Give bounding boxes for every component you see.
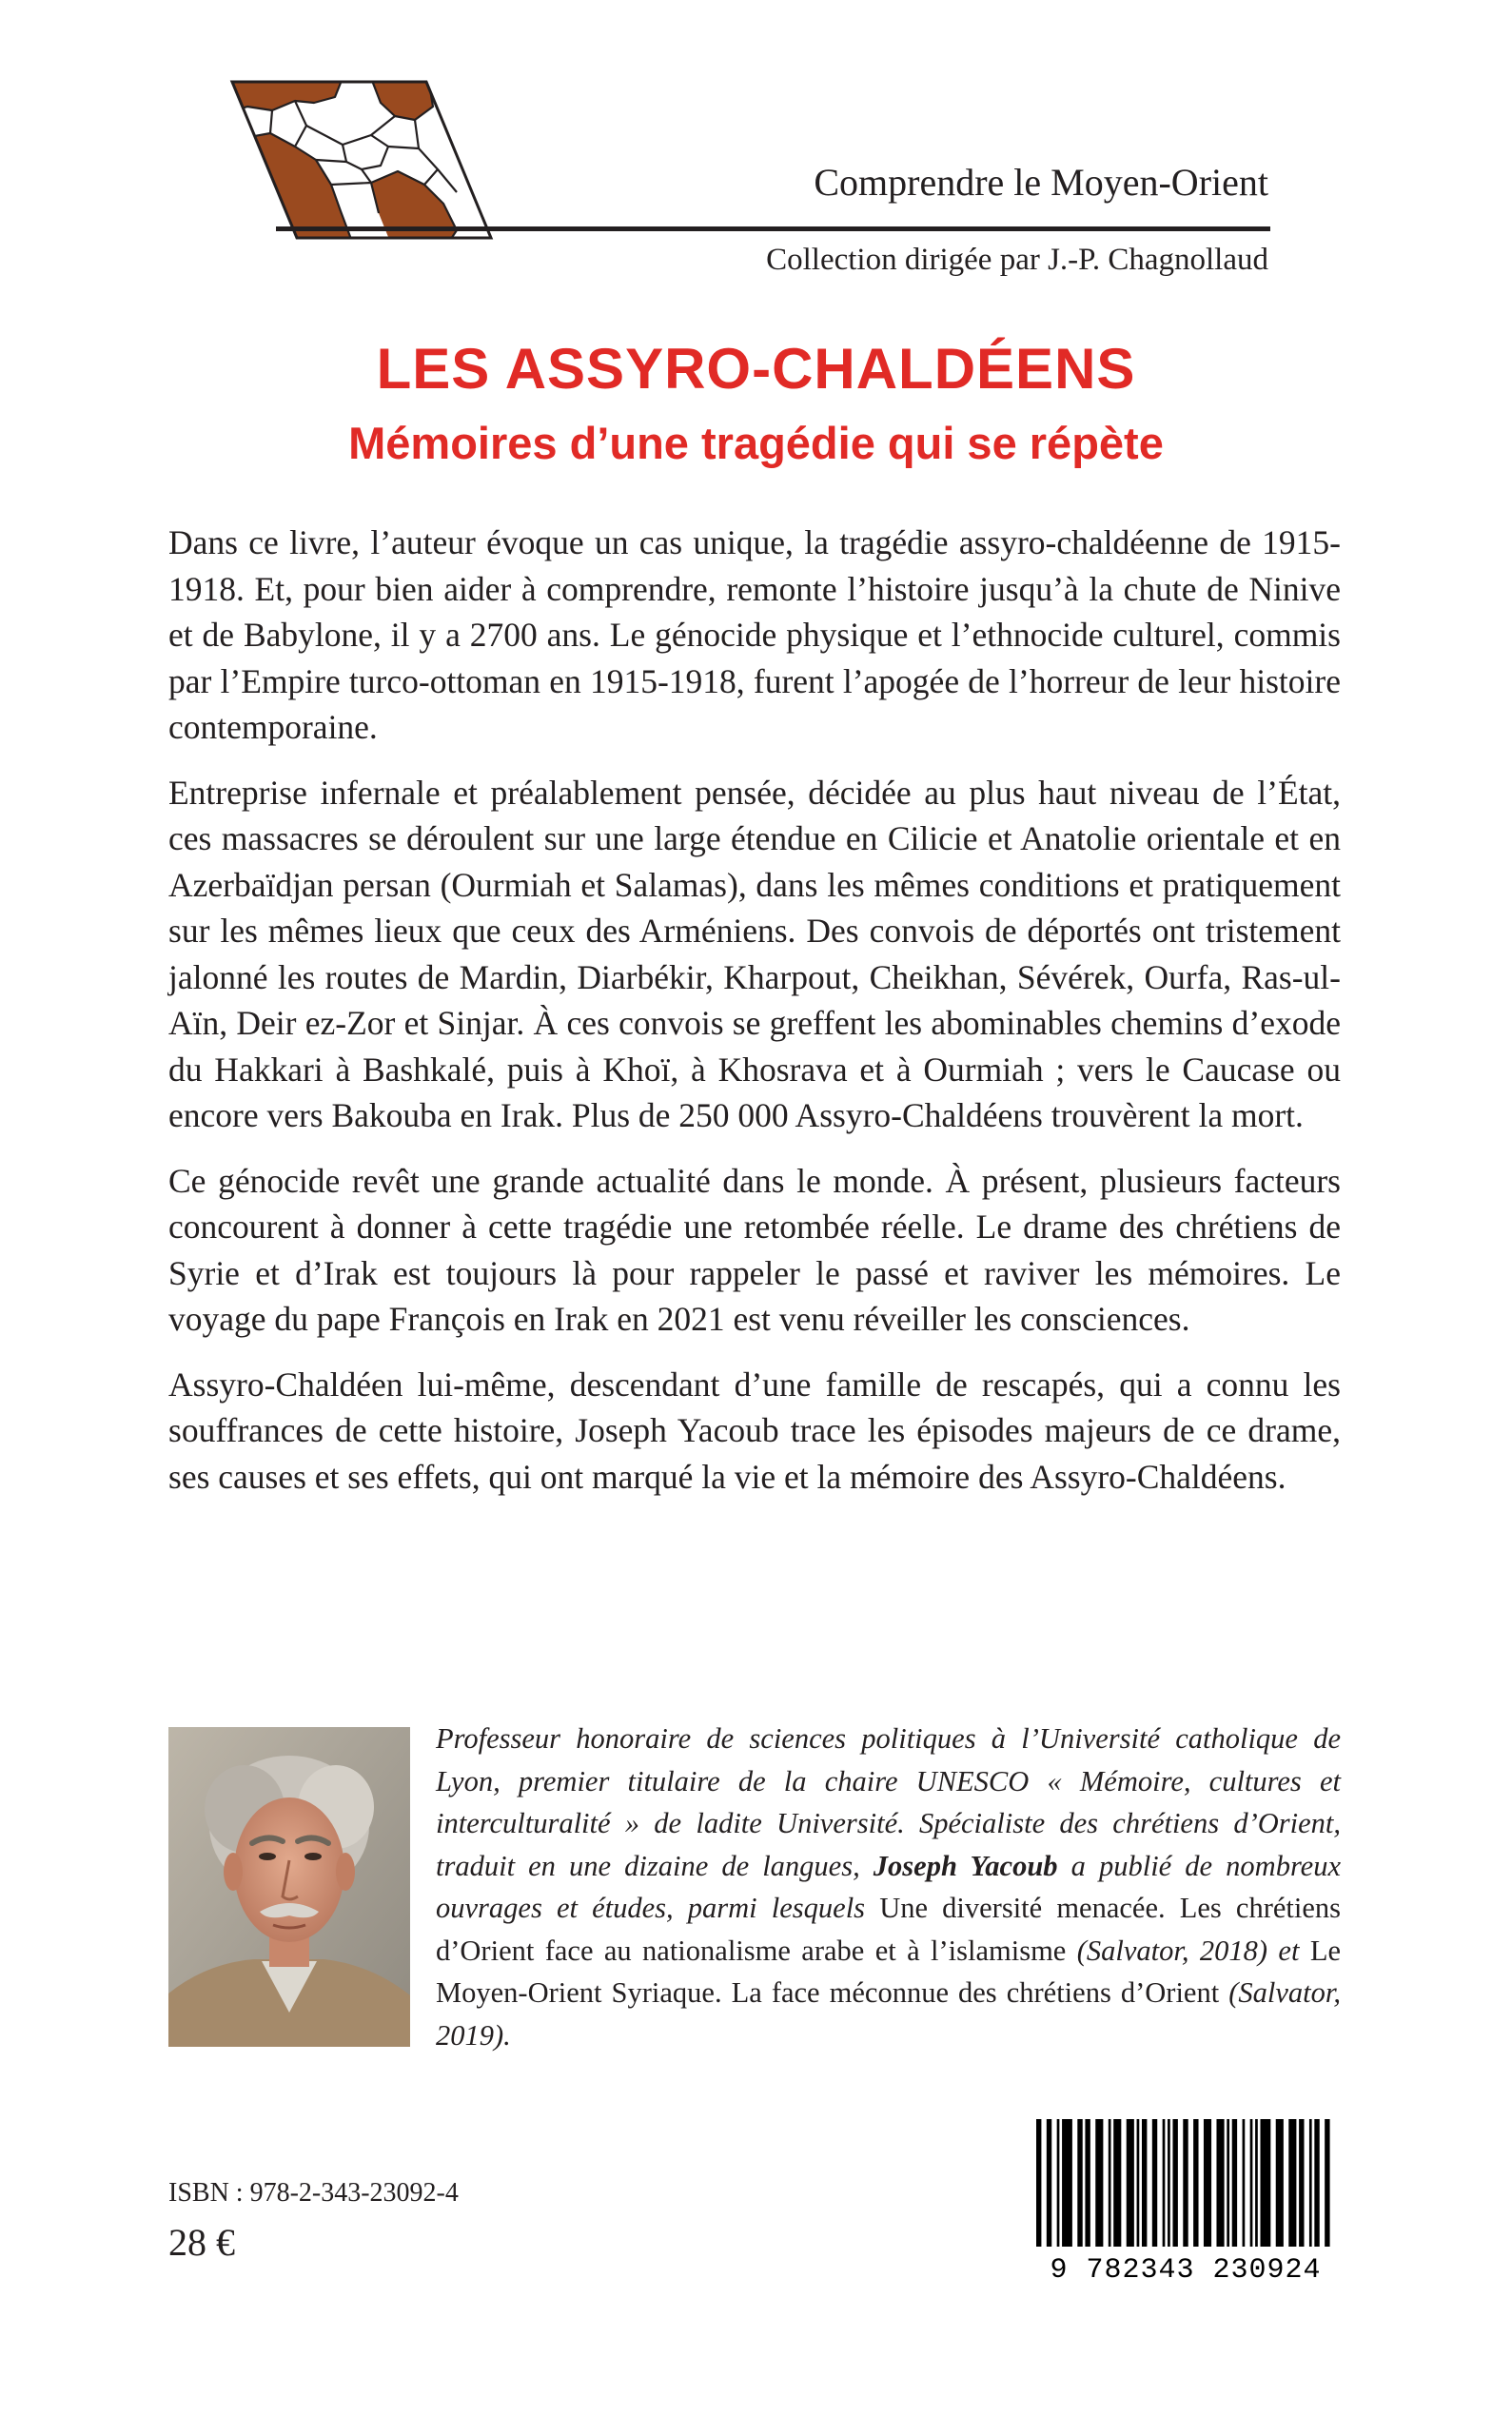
author-bio [436,1718,1341,2056]
barcode-bar [1314,2119,1319,2247]
blurb-paragraph: Assyro-Chaldéen lui-même, descendant d’une famille de rescapés, qui a connu les souffrances de cette histoire, Joseph Yacoub trace les épisodes majeurs de ce drame, ses causes et ses effets, qui ont marqué la vie et la mémoire des Assyro-Chaldéens. [168,1365,1341,1496]
barcode-bar [1232,2119,1237,2247]
barcode-bar [1142,2119,1147,2247]
barcode-bar [1152,2119,1157,2247]
barcode-bar [1036,2119,1041,2247]
barcode-bar [1172,2119,1177,2247]
work-publisher: (Salvator, 2019). [436,1976,1341,2052]
author-bio-text: a publié de nombreux ouvrages et études, parmi lesquels [436,1849,1342,1924]
middle-east-map-logo [228,78,495,242]
barcode-bar [1085,2119,1090,2247]
price: 28 € [168,2221,235,2264]
work-title: Le Moyen-Orient Syriaque. La face méconnue des chrétiens d’Orient [436,1934,1341,2009]
barcode-bar [1325,2119,1329,2247]
barcode-bar [1127,2119,1134,2247]
barcode-bar [1243,2119,1246,2247]
barcode-bar [1109,2119,1111,2247]
blurb-paragraph: Dans ce livre, l’auteur évoque un cas unique, la tragédie assyro-chaldéenne de 1915-1918. Et, pour bien aider à comprendre, remonte l’histoire jusqu’à la chute de Ninive et de Babylone, il y a 2700 ans. Le génocide physique et l’ethnocide culturel, commis par l’Empire turco-ottoman en 1915-1918, furent l’apogée de l’horreur de leur histoire contemporaine. [168,523,1341,746]
barcode-bar [1183,2119,1188,2247]
barcode-bar [1227,2119,1229,2247]
barcode-bar [1250,2119,1253,2247]
barcode-bar [1077,2119,1082,2247]
barcode-bar [1193,2119,1198,2247]
barcode-bar [1047,2119,1051,2247]
work-title: Une diversité menacée. Les chrétiens d’Orient face au nationalisme arabe et à l’islamisme [436,1892,1342,1967]
blurb-paragraph: Ce génocide revêt une grande actualité dans le monde. À présent, plusieurs facteurs concourent à donner à cette tragédie une retombée réelle. Le drame des chrétiens de Syrie et d’Irak est toujours là pour rappeler le passé et raviver les mémoires. Le voyage du pape François en Irak en 2021 est venu réveiller les consciences. [168,1161,1341,1338]
isbn-barcode [1031,2113,1341,2285]
barcode-bar [1163,2119,1166,2247]
barcode-bar [1095,2119,1103,2247]
barcode-bar [1204,2119,1211,2247]
barcode-bar [1113,2119,1121,2247]
barcode-bar [1288,2119,1296,2247]
series-title: Comprendre le Moyen-Orient [814,161,1268,204]
barcode-bar [1168,2119,1170,2247]
work-publisher: (Salvator, 2018) et [1066,1934,1310,1967]
book-subtitle: Mémoires d’une tragédie qui se répète [348,418,1164,468]
barcode-bar [1276,2119,1284,2247]
barcode-bar [1216,2119,1224,2247]
isbn: ISBN : 978-2-343-23092-4 [168,2178,459,2208]
blurb [168,520,1341,1519]
author-bio-text: Professeur honoraire de sciences politiques à l’Université catholique de Lyon, premier titulaire de la chaire UNESCO « Mémoire, cultures et interculturalité » de ladite Université. Spécialiste des chrétiens d’Orient, traduit en une dizaine de langues, [436,1722,1341,1882]
blurb-paragraph: Entreprise infernale et préalablement pensée, décidée au plus haut niveau de l’État, ces massacres se déroulent sur une large étendue en Cilicie et Anatolie orientale et en Azerbaïdjan persan (Ourmiah et Salamas), dans les mêmes conditions et pratiquement sur les mêmes lieux que ceux des Arméniens. Des convois de déportés ont tristement jalonné les routes de Mardin, Diarbékir, Kharpout, Cheikhan, Sévérek, Ourfa, Ras-ul-Aïn, Deir ez-Zor et Sinjar. À ces convois se greffent les abominables chemins d’exode du Hakkari à Bashkalé, puis à Khoï, à Khosrava et à Ourmiah ; vers le Caucase ou encore vers Bakouba en Irak. Plus de 250 000 Assyro-Chaldéens trouvèrent la mort. [168,773,1341,1134]
barcode-digits: 9 782343 230924 [1050,2254,1322,2285]
barcode-bar [1062,2119,1072,2247]
barcode-bar [1255,2119,1258,2247]
book-title: LES ASSYRO-CHALDÉENS [376,337,1136,401]
author-name: Joseph Yacoub [873,1849,1058,1882]
barcode-bar [1299,2119,1304,2247]
barcode-bar [1261,2119,1271,2247]
barcode-bar [1309,2119,1312,2247]
series-editor: Collection dirigée par J.-P. Chagnollaud [766,243,1268,277]
author-portrait [168,1727,410,2047]
barcode-bar [1137,2119,1140,2247]
series-rule [276,226,1270,231]
barcode-bar [1057,2119,1060,2247]
